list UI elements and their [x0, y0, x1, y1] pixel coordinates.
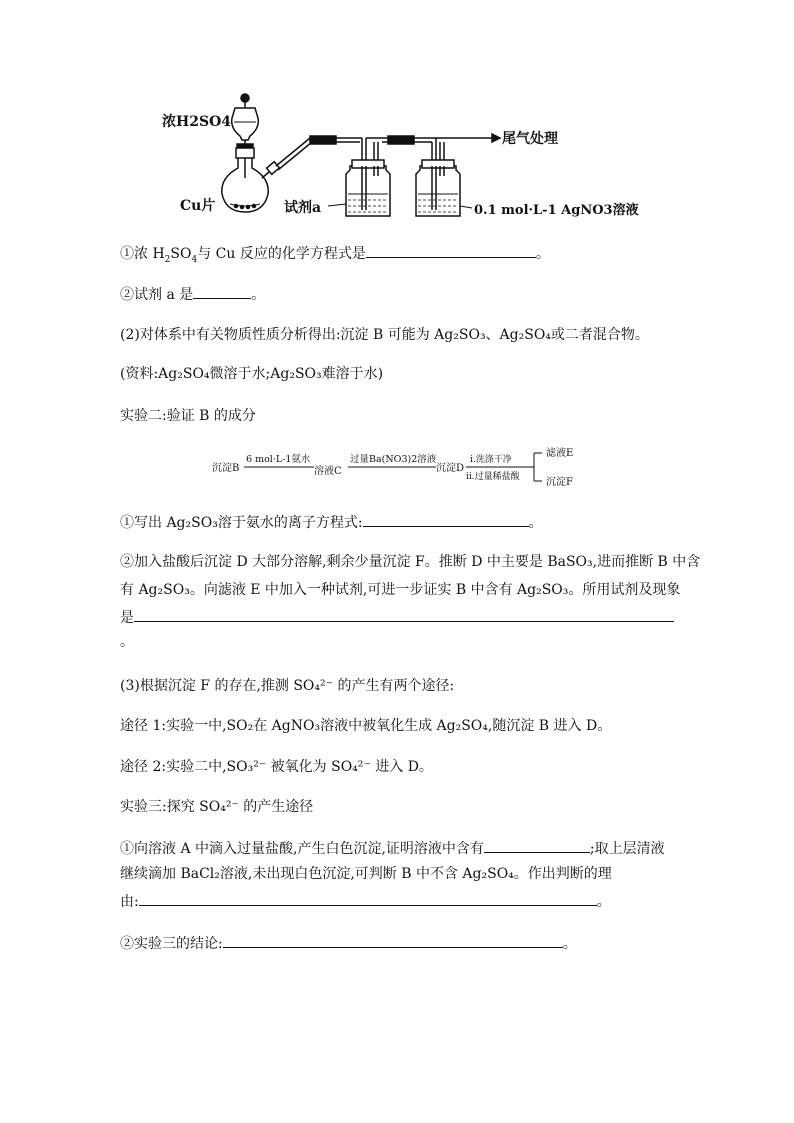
q6-end: 。 — [562, 936, 577, 952]
experiment-2-title: 实验二:验证 B 的成分 — [120, 408, 256, 424]
route-2: 途径 2:实验二中,SO₃²⁻ 被氧化为 SO₄²⁻ 进入 D。 — [120, 759, 433, 775]
q1-end: 。 — [535, 246, 550, 262]
solution-pointer — [460, 206, 472, 208]
flow-precip-d: 沉淀D — [436, 463, 465, 474]
q1-text-c: 与 Cu 反应的化学方程式是 — [197, 246, 366, 262]
flow-reagent-2: 过量Ba(NO3)2溶液 — [350, 454, 437, 465]
agno3-solution-label: 0.1 mol·L-1 AgNO3溶液 — [474, 203, 639, 218]
question-1: ①浓 $H_2SO_4$与 Cu 反应的化学方程式是 。 — [120, 243, 550, 264]
answer-blank-q4[interactable] — [134, 607, 674, 622]
q5-text-a: ①向溶液 A 中滴入过量盐酸,产生白色沉淀,证明溶液中含有 — [120, 841, 484, 857]
route-1: 途径 1:实验一中,SO₂在 AgNO₃溶液中被氧化生成 Ag₂SO₄,随沉淀 B 进入 D。 — [120, 718, 612, 734]
tail-gas-label: 尾气处理 — [502, 131, 558, 147]
question-4-line-3 — [120, 607, 674, 628]
q5-text-c: 由: — [120, 894, 139, 910]
reagent-a-label: 试剂a — [284, 200, 322, 216]
wash-bottle-agno3 — [416, 160, 460, 216]
question-6 — [120, 933, 577, 954]
wash-bottle-a — [346, 160, 390, 216]
flow-filtrate-e: 滤液E — [546, 448, 574, 459]
q2-end: 。 — [251, 287, 266, 303]
q5-text-b: ;取上层清液 — [589, 841, 665, 857]
question-4-end: 。 — [120, 634, 134, 650]
flow-precip-f: 沉淀F — [546, 477, 573, 488]
flow-start: 沉淀B — [212, 463, 240, 474]
answer-blank-q1[interactable] — [366, 243, 536, 258]
question-4-line-1: ②加入盐酸后沉淀 D 大部分溶解,剩余少量沉淀 F。推断 D 中主要是 BaSO₃,进而推断 B 中含 — [120, 554, 701, 570]
question-5-line-3 — [120, 891, 611, 912]
answer-blank-q3[interactable] — [363, 512, 529, 527]
experiment-3-title: 实验三:探究 SO₄²⁻ 的产生途径 — [120, 799, 314, 815]
question-2 — [120, 284, 265, 305]
cu-label: Cu片 — [180, 198, 216, 214]
part-3-statement: (3)根据沉淀 F 的存在,推测 SO₄²⁻ 的产生有两个途径: — [120, 678, 455, 694]
reagent-pointer — [328, 204, 346, 206]
acid-label: 浓H2SO4 — [162, 114, 232, 130]
flow-reagent-1: 6 mol·L-1氨水 — [246, 454, 311, 465]
q2-text: ②试剂 a 是 — [120, 287, 194, 303]
q6-text: ②实验三的结论: — [120, 936, 223, 952]
question-3 — [120, 512, 543, 533]
q1-text-a: ①浓 H — [120, 246, 165, 262]
q4-text: 是 — [120, 610, 134, 626]
flow-step-3a: i.洗涤干净 — [470, 455, 512, 465]
answer-blank-q5a[interactable] — [484, 838, 590, 853]
question-5-line-1 — [120, 838, 665, 859]
flow-solution-c: 溶液C — [314, 466, 342, 477]
question-4-line-2: 有 Ag₂SO₃。向滤液 E 中加入一种试剂,可进一步证实 B 中含有 Ag₂SO₃。所用试剂及现象 — [120, 582, 681, 598]
question-5-line-2: 继续滴加 BaCl₂溶液,未出现白色沉淀,可判断 B 中不含 Ag₂SO₄。作出判断的理 — [120, 866, 612, 882]
q1-text-b: SO — [170, 246, 192, 262]
flow-step-3b: ii.过量稀盐酸 — [466, 472, 520, 482]
q5-end: 。 — [596, 894, 611, 910]
q3-text: ①写出 Ag₂SO₃溶于氨水的离子方程式: — [120, 515, 363, 531]
apparatus-diagram — [150, 86, 660, 226]
answer-blank-q2[interactable] — [193, 284, 251, 299]
reference-note: (资料:Ag₂SO₄微溶于水;Ag₂SO₃难溶于水) — [120, 366, 384, 382]
q3-end: 。 — [528, 515, 543, 531]
round-bottom-flask — [222, 148, 280, 212]
experiment-2-flowchart — [210, 440, 590, 492]
answer-blank-q6[interactable] — [223, 933, 563, 948]
answer-blank-q5b[interactable] — [139, 891, 597, 906]
part-2-statement: (2)对体系中有关物质性质分析得出:沉淀 B 可能为 Ag₂SO₃、Ag₂SO₄或二者混合物。 — [120, 327, 649, 343]
